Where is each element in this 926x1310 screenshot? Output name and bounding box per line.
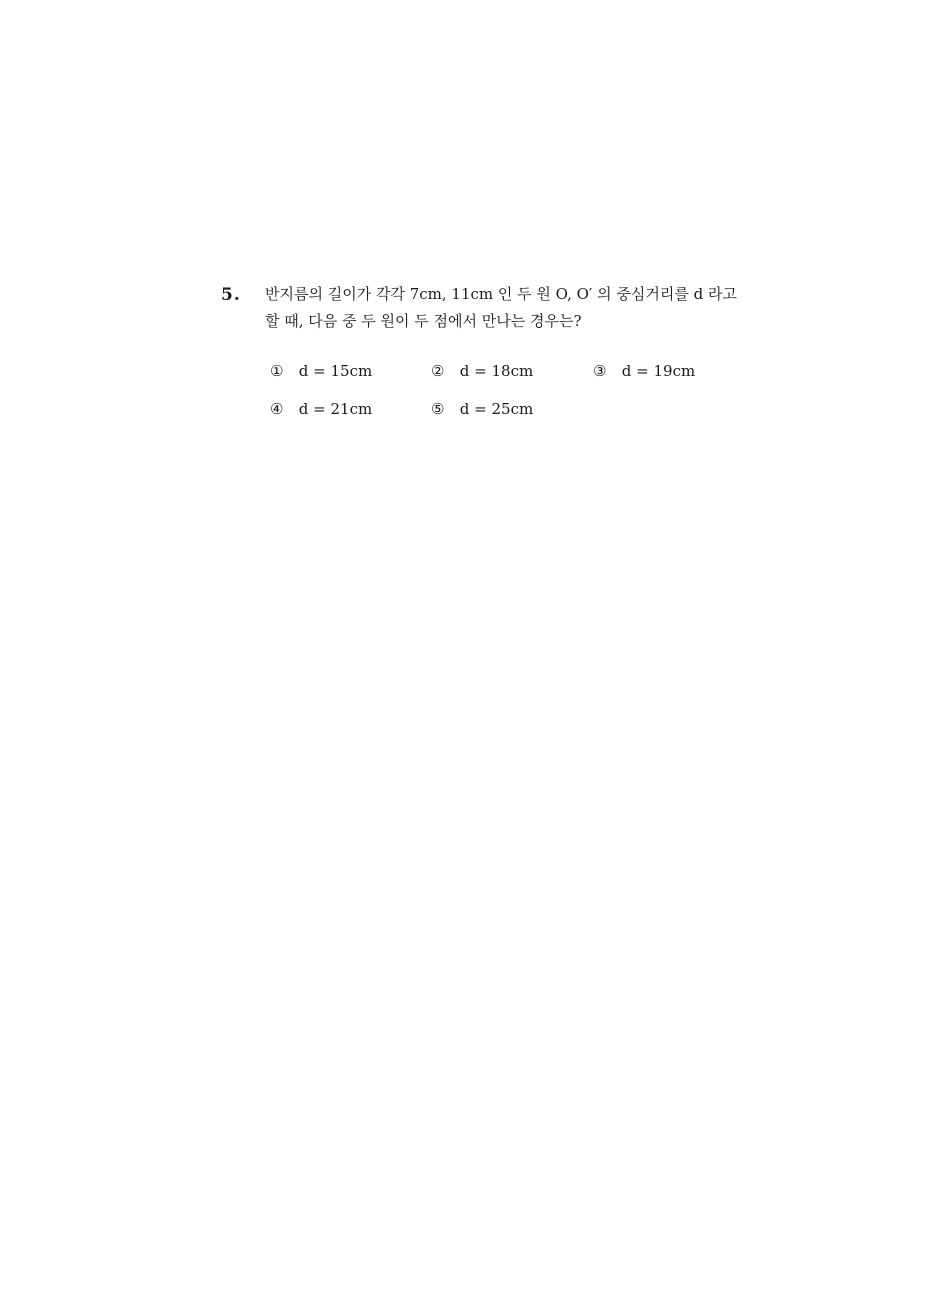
choice-text-1: d = 15cm: [298, 362, 373, 380]
question-line-2: 할 때, 다음 중 두 원이 두 점에서 만나는 경우는?: [265, 312, 582, 330]
choice-text-3: d = 19cm: [621, 362, 696, 380]
choice-2[interactable]: [431, 361, 533, 381]
choice-marker-3: ③: [593, 362, 607, 380]
question-number: 5.: [221, 285, 241, 305]
choice-marker-5: ⑤: [431, 400, 445, 418]
choice-text-4: d = 21cm: [298, 400, 373, 418]
choice-4[interactable]: [270, 399, 372, 419]
choice-text-2: d = 18cm: [459, 362, 534, 380]
choice-5[interactable]: [431, 399, 533, 419]
question-line-1: 반지름의 길이가 각각 7cm, 11cm 인 두 원 O, O′ 의 중심거리를 d 라고: [265, 285, 737, 303]
choice-marker-4: ④: [270, 400, 284, 418]
choice-3[interactable]: [593, 361, 695, 381]
question-text: [265, 281, 765, 335]
choice-text-5: d = 25cm: [459, 400, 534, 418]
choice-marker-1: ①: [270, 362, 284, 380]
choice-1[interactable]: [270, 361, 372, 381]
choice-marker-2: ②: [431, 362, 445, 380]
